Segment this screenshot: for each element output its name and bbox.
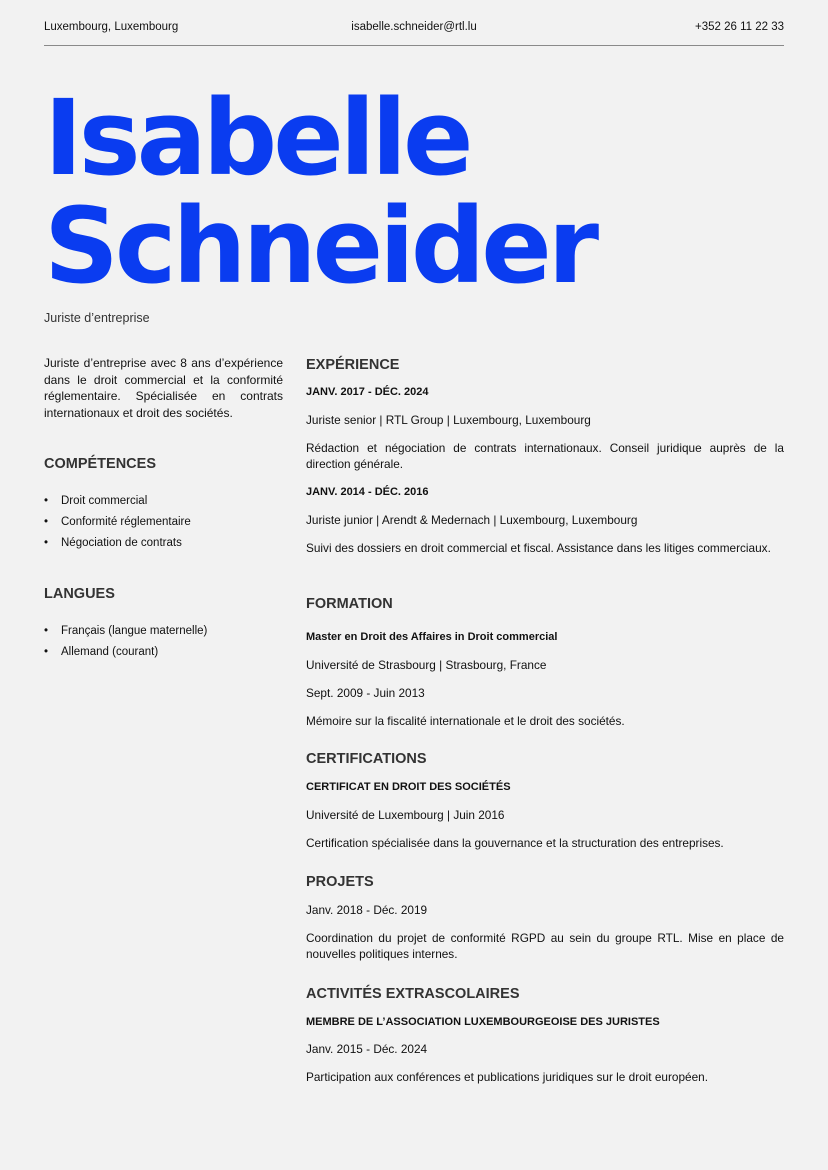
summary-text: Juriste d’entreprise avec 8 ans d’expérience dans le droit commercial et la conformité réglementaire. Spécialisée en contrats internationaux et droit des sociétés. — [44, 356, 283, 420]
degree-title: Master en Droit des Affaires in Droit commercial — [306, 631, 558, 643]
activity-name: MEMBRE DE L’ASSOCIATION LUXEMBOURGEOISE DES JURISTES — [306, 1016, 660, 1028]
education-dates: Sept. 2009 - Juin 2013 — [306, 686, 425, 700]
job-title: Juriste d’entreprise — [44, 311, 150, 325]
project-description: Coordination du projet de conformité RGPD au sein du groupe RTL. Mise en place de nouvelles politiques internes. — [306, 931, 784, 961]
list-item: • Allemand (courant) — [44, 646, 159, 658]
resume-page — [44, 0, 784, 1170]
activity-dates: Janv. 2015 - Déc. 2024 — [306, 1042, 428, 1056]
bullet-icon: • — [44, 625, 49, 637]
list-item: • Conformité réglementaire — [44, 516, 191, 528]
bullet-icon: • — [44, 516, 49, 528]
job-2-role: Juriste junior | Arendt & Medernach | Luxembourg, Luxembourg — [306, 513, 638, 527]
education-description: Mémoire sur la fiscalité internationale et le droit des sociétés. — [306, 714, 625, 728]
school-text: Université de Strasbourg | Strasbourg, France — [306, 658, 547, 672]
skills-heading: COMPÉTENCES — [44, 456, 156, 472]
last-name: Schneider — [44, 185, 596, 307]
bullet-icon: • — [44, 646, 49, 658]
certification-name: CERTIFICAT EN DROIT DES SOCIÉTÉS — [306, 781, 511, 793]
job-1-role: Juriste senior | RTL Group | Luxembourg, Luxembourg — [306, 413, 591, 427]
activities-heading: ACTIVITÉS EXTRASCOLAIRES — [306, 986, 520, 1002]
list-item: • Négociation de contrats — [44, 537, 182, 549]
list-item: • Français (langue maternelle) — [44, 625, 208, 637]
languages-heading: LANGUES — [44, 586, 115, 602]
experience-heading: EXPÉRIENCE — [306, 357, 400, 373]
job-1-dates: JANV. 2017 - DÉC. 2024 — [306, 386, 429, 398]
email-link[interactable]: isabelle.schneider@rtl.lu — [351, 21, 477, 33]
first-name: Isabelle — [44, 77, 470, 199]
skills-list — [44, 494, 283, 557]
certification-issuer: Université de Luxembourg | Juin 2016 — [306, 808, 505, 822]
activity-description: Participation aux conférences et publications juridiques sur le droit européen. — [306, 1070, 708, 1084]
phone-text: +352 26 11 22 33 — [695, 21, 784, 33]
certifications-heading: CERTIFICATIONS — [306, 751, 427, 767]
job-2-description: Suivi des dossiers en droit commercial et fiscal. Assistance dans les litiges commerciaux. — [306, 541, 771, 555]
project-dates: Janv. 2018 - Déc. 2019 — [306, 903, 428, 917]
bullet-icon: • — [44, 495, 49, 507]
list-item: • Droit commercial — [44, 495, 148, 507]
full-name — [44, 77, 596, 307]
job-1-description: Rédaction et négociation de contrats internationaux. Conseil juridique auprès de la direction générale. — [306, 441, 784, 471]
education-heading: FORMATION — [306, 596, 393, 612]
certification-description: Certification spécialisée dans la gouvernance et la structuration des entreprises. — [306, 836, 724, 850]
left-column — [44, 355, 283, 658]
languages-list — [44, 624, 283, 666]
contact-bar — [44, 21, 784, 33]
job-2-dates: JANV. 2014 - DÉC. 2016 — [306, 486, 429, 498]
header-divider — [44, 45, 784, 46]
bullet-icon: • — [44, 537, 49, 549]
location-text: Luxembourg, Luxembourg — [44, 21, 179, 33]
projects-heading: PROJETS — [306, 874, 374, 890]
